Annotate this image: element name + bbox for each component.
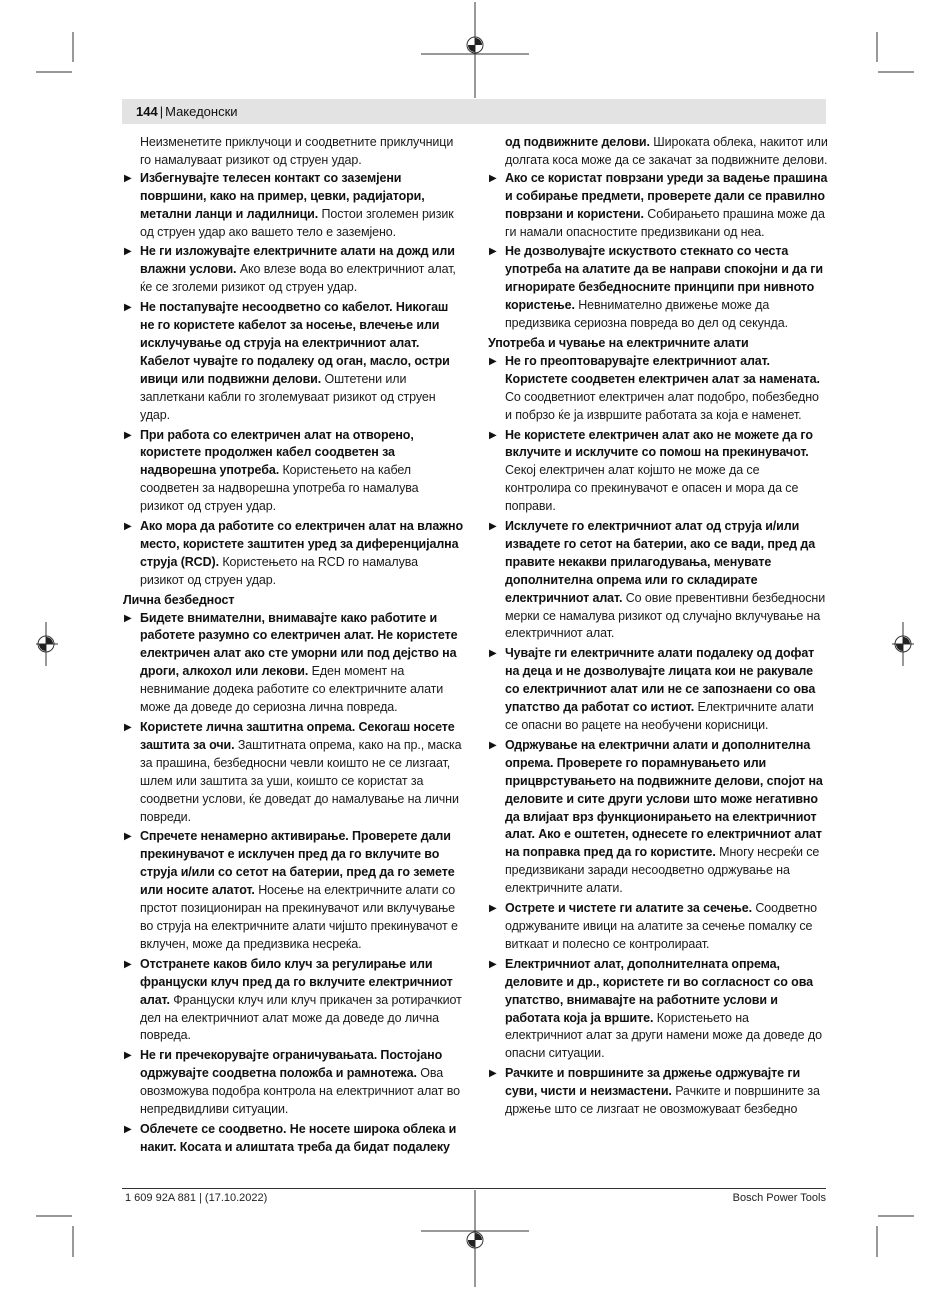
- bullet-item: [123, 1121, 463, 1157]
- bullet-bold-text: Не ги пречекорувајте ограничувањата. Постојано одржувајте соодветна положба и рамнотежа.: [140, 1048, 443, 1081]
- bullet-arrow-icon: ▶: [124, 958, 132, 970]
- bullet-arrow-icon: ▶: [124, 1123, 132, 1135]
- footer-rule: [122, 1188, 826, 1189]
- bullet-bold-text: Рачките и површините за држење одржувајте ги суви, чисти и неизмастени.: [505, 1066, 801, 1099]
- continuation-bold: од подвижните делови.: [505, 135, 650, 149]
- bullet-item: [488, 645, 828, 735]
- bullet-item: [123, 828, 463, 953]
- bullet-item: [123, 518, 463, 590]
- bullet-body-text: Многу несреќи се предизвикани заради несоодветно одржување на електричните алати.: [505, 845, 820, 896]
- bullet-arrow-icon: ▶: [489, 958, 497, 970]
- bullet-arrow-icon: ▶: [124, 722, 132, 733]
- bullet-body-text: Француски клуч или клуч прикачен за ротирачкиот дел на електричниот алат може да доведе до лична повреда.: [140, 992, 462, 1043]
- bullet-bold-text: Исклучете го електричниот алат од струја и/или извадете го сетот на батерии, ако се вади, пред да правите некакви прилагодувања, менувате дополнителна опрема или го складирате електричниот алат.: [505, 519, 816, 605]
- bullet-bold-text: Не дозволувајте искуството стекнато со честа употреба на алатите да ве направи спокојни и да ги игнорирате безбедносните принципи при нивното користење.: [505, 244, 823, 313]
- bullet-body-text: Носење на електричните алати со прстот позициониран на прекинувачот или вклучување во струја на електричните алати чијшто прекинувачот е вклучен, може да предизвика несреќа.: [140, 883, 458, 951]
- bullet-body-text: Постои зголемен ризик од струен удар ако вашето тело е заземјено.: [140, 206, 454, 239]
- section-title-personal-safety: Лична безбедност: [123, 592, 235, 607]
- bullet-body-text: Со овие превентивни безбедносни мерки се намалува ризикот од случајно вклучување на електричниот алат.: [505, 590, 826, 641]
- bullet-arrow-icon: ▶: [489, 521, 497, 533]
- right-column: [488, 134, 828, 1121]
- bullet-arrow-icon: ▶: [489, 739, 497, 751]
- bullet-bold-text: Не користете електричен алат ако не можете да го вклучите и исклучите со помош на прекинувачот.: [505, 427, 813, 460]
- bullet-arrow-icon: ▶: [489, 246, 497, 258]
- bullet-body-text: Секој електричен алат којшто не може да се контролира со прекинувачот е опасен и мора да се поправи.: [505, 463, 799, 514]
- header-separator: |: [159, 104, 164, 119]
- bullet-bold-text: Отстранете каков било клуч за регулирање или француски клуч пред да го вклучите електричниот алат.: [140, 956, 453, 1007]
- bullet-arrow-icon: ▶: [489, 648, 497, 660]
- bullet-item: [488, 1065, 828, 1119]
- bullet-item: [488, 353, 828, 425]
- header-language: Македонски: [165, 104, 238, 119]
- left-items-b: [123, 610, 463, 1157]
- bullet-body-text: Ова овозможува подобра контрола на електричниот алат во непредвидливи ситуации.: [140, 1066, 460, 1117]
- bullet-body-text: Со соодветниот електричен алат подобро, побезбедно и побрзо ќе ја извршите работата за која е наменет.: [505, 389, 819, 422]
- bullet-bold-text: Бидете внимателни, внимавајте како работите и работете разумно со електричен алат. Не користете електричен алат ако сте уморни или под дејство на дроги, алкохол или лекови.: [140, 610, 458, 679]
- bullet-arrow-icon: ▶: [489, 1068, 497, 1080]
- bullet-arrow-icon: ▶: [124, 246, 132, 258]
- intro-paragraph: Неизменетите приклучоци и соодветните приклучници го намалуваат ризикот од струен удар.: [140, 135, 454, 167]
- bullet-bold-text: Острете и чистете ги алатите за сечење.: [505, 901, 752, 916]
- left-column: [123, 134, 463, 1159]
- bullet-item: [488, 170, 828, 242]
- bullet-body-text: Соодветно одржуваните ивици на алатите за сечење помалку се виткаат и полесно се контролираат.: [505, 901, 818, 951]
- bullet-arrow-icon: ▶: [124, 612, 132, 624]
- bullet-arrow-icon: ▶: [124, 521, 132, 533]
- bullet-body-text: Користењето на кабел соодветен за надворешна употреба го намалува ризикот од струен удар.: [140, 463, 419, 514]
- bullet-item: [488, 956, 828, 1063]
- bullet-arrow-icon: ▶: [489, 355, 497, 367]
- bullet-bold-text: Не постапувајте несоодветно со кабелот. Никогаш не го користете кабелот за носење, влечење или исклучување од струја на електричниот алат. Кабелот чувајте го подалеку од оган, масло, остри ивици или подвижни делови.: [140, 300, 450, 386]
- bullet-item: [488, 518, 828, 643]
- bullet-body-text: Користењето на електричниот алат за други намени може да доведе до опасни ситуации.: [505, 1010, 822, 1061]
- bullet-body-text: Заштитната опрема, како на пр., маска за прашина, безбедносни чевли коишто не се лизгаат, шлем или заштита за уши, коишто се користат за соодветни услови, ќе доведат до намалување на лични повреди.: [140, 737, 462, 824]
- bullet-item: [123, 719, 463, 826]
- bullet-item: [488, 900, 828, 954]
- bullet-bold-text: Не ги изложувајте електричните алати на дожд или влажни услови.: [140, 244, 455, 277]
- bullet-body-text: Ако влезе вода во електричниот алат, ќе се зголеми ризикот од струен удар.: [140, 262, 456, 295]
- page-header: [122, 99, 826, 124]
- bullet-item: [123, 427, 463, 517]
- page-number: 144: [136, 104, 158, 119]
- bullet-arrow-icon: ▶: [124, 429, 132, 441]
- bullet-bold-text: Електричниот алат, дополнителната опрема, деловите и др., користете ги во согласност со ова упатство, внимавајте на работните услови и работата која ја вршите.: [505, 956, 813, 1025]
- bullet-bold-text: Не го преоптоварувајте електричниот алат. Користете соодветен електричен алат за намената.: [505, 353, 820, 386]
- bullet-bold-text: Ако се користат поврзани уреди за вадење прашина и собирање предмети, проверете дали се правилно поврзани и користени.: [505, 170, 828, 221]
- bullet-arrow-icon: ▶: [124, 302, 132, 314]
- bullet-body-text: Собирањето прашина може да ги намали опасностите предизвикани од неа.: [505, 206, 825, 239]
- bullet-arrow-icon: ▶: [489, 172, 497, 184]
- bullet-arrow-icon: ▶: [124, 831, 132, 843]
- right-items-a: [488, 170, 828, 333]
- bullet-item: [488, 243, 828, 333]
- bullet-item: [123, 299, 463, 424]
- bullet-arrow-icon: ▶: [489, 903, 497, 915]
- bullet-item: [123, 170, 463, 242]
- bullet-bold-text: При работа со електричен алат на отворено, користете продолжен кабел соодветен за надворешна употреба.: [140, 427, 414, 478]
- bullet-item: [488, 737, 828, 898]
- section-title-tool-use: Употреба и чување на електричните алати: [488, 335, 749, 350]
- bullet-item: [123, 610, 463, 717]
- continuation-paragraph: [488, 134, 828, 170]
- header-text: [136, 104, 238, 119]
- bullet-bold-text: Избегнувајте телесен контакт со заземјени површини, како на пример, цевки, радијатори, метални ланци и ладилници.: [140, 170, 425, 221]
- bullet-bold-text: Одржување на електрични алати и дополнителна опрема. Проверете го порамнувањето или прицврстувањето на подвижните делови, спојот на деловите и сите други услови што може негативно да влијаат врз функционирањето на електричниот алат. Ако е оштетен, однесете го електричниот алат на поправка пред да го користите.: [505, 737, 823, 860]
- footer-brand: Bosch Power Tools: [732, 1192, 826, 1204]
- bullet-item: [123, 243, 463, 297]
- bullet-arrow-icon: ▶: [124, 1050, 132, 1062]
- bullet-bold-text: Облечете се соодветно. Не носете широка облека и накит. Косата и алиштата треба да бидат подалеку: [140, 1121, 457, 1154]
- bullet-body-text: Рачките и површините за држење што се лизгаат не овозможуваат безбедно: [505, 1084, 820, 1117]
- bullet-item: [123, 956, 463, 1046]
- bullet-item: [123, 1047, 463, 1119]
- right-items-b: [488, 353, 828, 1119]
- bullet-arrow-icon: ▶: [124, 172, 132, 184]
- left-items-a: [123, 170, 463, 590]
- bullet-body-text: Еден момент на невнимание додека работите со електричните алати може да доведе до сериозна лична повреда.: [140, 664, 444, 715]
- bullet-body-text: Оштетени или заплеткани кабли го зголемуваат ризикот од струен удар.: [140, 371, 436, 422]
- bullet-body-text: Електричните алати се опасни во рацете на необучени корисници.: [505, 700, 814, 732]
- bullet-bold-text: Ако мора да работите со електричен алат на влажно место, користете заштитен уред за диференцијална струја (RCD).: [140, 519, 463, 569]
- bullet-body-text: Невнимателно движење може да предизвика сериозна повреда во дел од секунда.: [505, 298, 788, 331]
- bullet-body-text: Користењето на RCD го намалува ризикот од струен удар.: [140, 554, 419, 587]
- bullet-bold-text: Спречете ненамерно активирање. Проверете дали прекинувачот е исклучен пред да го вклучите во струја и/или со сетот на батерии, пред да го земете или носите алатот.: [140, 829, 455, 898]
- footer-doc-id: 1 609 92A 881 | (17.10.2022): [125, 1192, 268, 1204]
- bullet-item: [488, 427, 828, 517]
- continuation-text: Широката облека, накитот или долгата коса може да се закачат за подвижните делови.: [505, 135, 828, 167]
- bullet-bold-text: Чувајте ги електричните алати подалеку од дофат на деца и не дозволувајте лицата кои не ракувале со електричниот алат или не се запознаени со ова упатство да работат со истиот.: [505, 646, 816, 715]
- bullet-bold-text: Користете лична заштитна опрема. Секогаш носете заштита за очи.: [140, 720, 455, 752]
- bullet-arrow-icon: ▶: [489, 429, 497, 441]
